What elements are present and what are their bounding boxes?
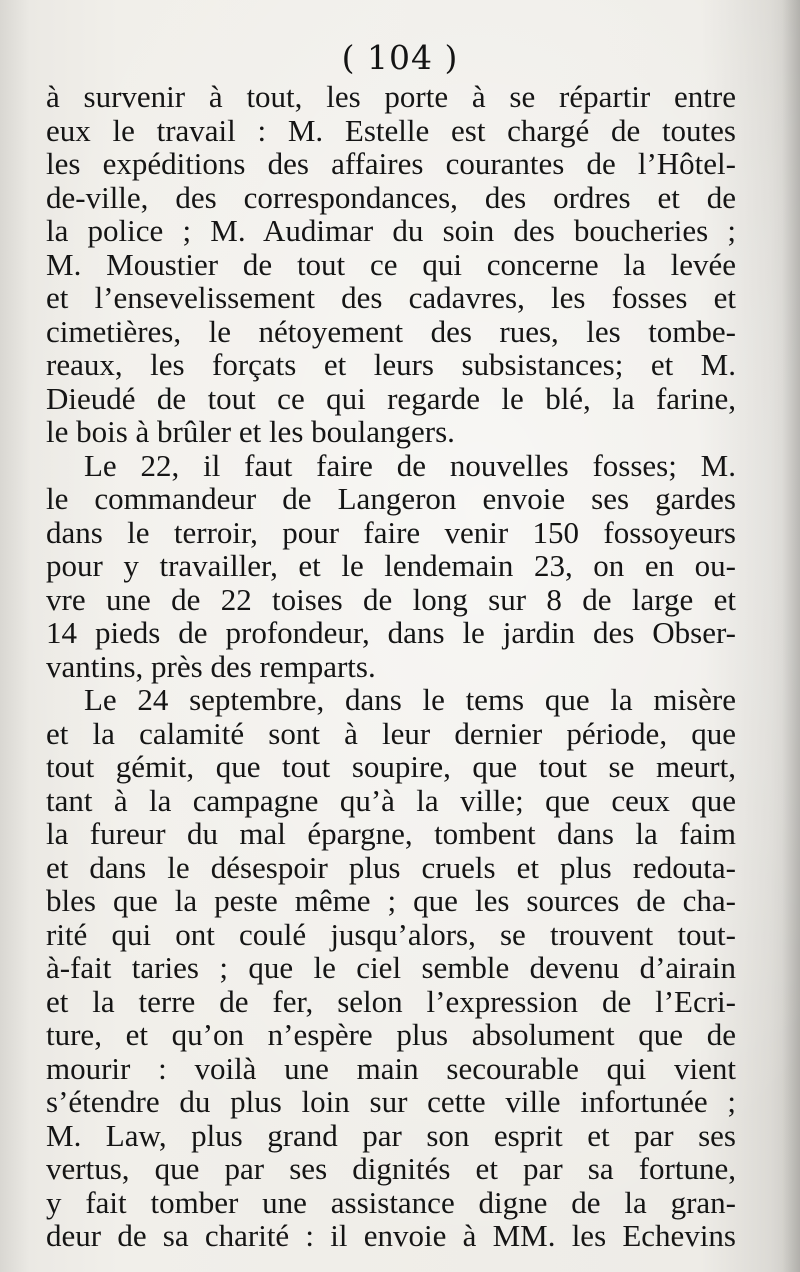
text-line: la fureur du mal épargne, tombent dans la faim	[46, 816, 736, 851]
text-line: et la calamité sont à leur dernier période, que	[46, 715, 736, 751]
text-line: la police ; M. Audimar du soin des boucheries ;	[46, 213, 736, 248]
text-line: vre une de 22 toises de long sur 8 de large et	[46, 581, 736, 617]
text-line: Dieudé de tout ce qui regarde le blé, la farine,	[46, 380, 736, 416]
text-line: bles que la peste même ; que les sources de cha-	[46, 883, 736, 918]
text-line: et dans le désespoir plus cruels et plus redouta-	[46, 849, 736, 885]
page-number: ( 104 )	[341, 38, 459, 77]
text-line: les expéditions des affaires courantes de l’Hôtel-	[46, 146, 736, 181]
text-line: et l’ensevelissement des cadavres, les fosses et	[46, 280, 736, 315]
text-line: mourir : voilà une main secourable qui vient	[46, 1050, 736, 1086]
text-line: le bois à brûler et les boulangers.	[46, 414, 455, 449]
text-line: tant à la campagne qu’à la ville; que ceux que	[46, 782, 736, 818]
text-line: reaux, les forçats et leurs subsistances; et M.	[46, 347, 736, 382]
text-line: tout gémit, que tout soupire, que tout se meurt,	[46, 749, 736, 784]
text-line: rité qui ont coulé jusqu’alors, se trouvent tout-	[46, 916, 736, 952]
body-text	[46, 80, 736, 1253]
text-line: Le 24 septembre, dans le tems que la misère	[84, 682, 736, 717]
page-edge-shadow	[782, 0, 800, 1272]
text-line: cimetières, le nétoyement des rues, les tombe-	[46, 313, 736, 349]
text-line: dans le terroir, pour faire venir 150 fossoyeurs	[46, 514, 736, 550]
text-line: le commandeur de Langeron envoie ses gardes	[46, 481, 736, 516]
text-line: 14 pieds de profondeur, dans le jardin des Obser-	[46, 615, 736, 650]
text-line: deur de sa charité : il envoie à MM. les Echevins	[46, 1218, 736, 1253]
text-line: Le 22, il faut faire de nouvelles fosses; M.	[84, 447, 736, 483]
text-line: vertus, que par ses dignités et par sa fortune,	[46, 1151, 736, 1186]
text-line: de-ville, des correspondances, des ordres et de	[46, 179, 736, 215]
text-line: M. Moustier de tout ce qui concerne la levée	[46, 246, 736, 282]
text-line: pour y travailler, et le lendemain 23, on en ou-	[46, 548, 736, 583]
text-line: à-fait taries ; que le ciel semble devenu d’airain	[46, 950, 736, 985]
text-line: M. Law, plus grand par son esprit et par ses	[46, 1117, 736, 1153]
text-line: et la terre de fer, selon l’expression de l’Ecri-	[46, 983, 736, 1019]
text-line: ture, et qu’on n’espère plus absolument que de	[46, 1017, 736, 1052]
text-line: y fait tomber une assistance digne de la gran-	[46, 1184, 736, 1220]
text-line: vantins, près des remparts.	[46, 648, 376, 684]
text-line: s’étendre du plus loin sur cette ville infortunée ;	[46, 1084, 736, 1119]
text-line: eux le travail : M. Estelle est chargé de toutes	[46, 112, 736, 148]
text-line: à survenir à tout, les porte à se répartir entre	[46, 79, 736, 114]
